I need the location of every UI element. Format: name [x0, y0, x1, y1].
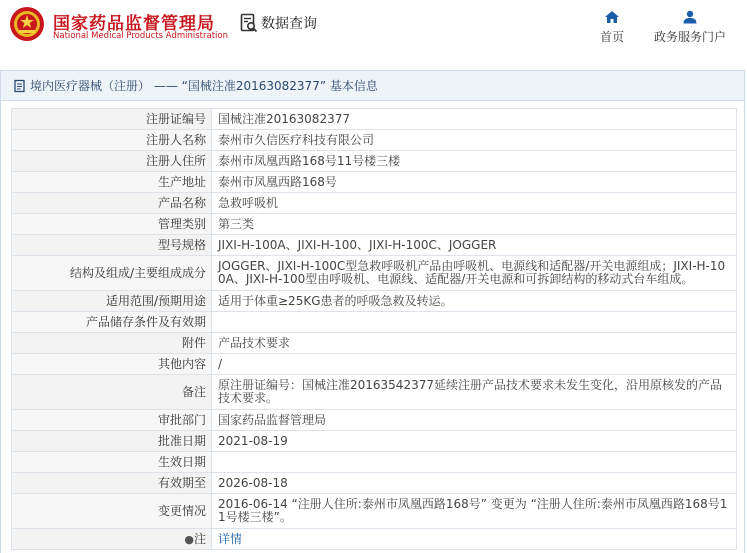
table-row — [12, 109, 737, 130]
breadcrumb-text: 境内医疗器械（注册） —— “国械注准20163082377” 基本信息 — [30, 79, 378, 93]
brand-name-en[interactable]: National Medical Products Administration — [53, 31, 228, 41]
row-key: 有效期至 — [12, 473, 212, 494]
row-value: 第三类 — [212, 214, 737, 235]
row-value: 泰州市久信医疗科技有限公司 — [212, 130, 737, 151]
row-value: 原注册证编号：国械注准20163542377延续注册产品技术要求未发生变化，沿用原核发的产品技术要求。 — [212, 375, 737, 410]
data-query-icon — [240, 13, 258, 33]
section-title-text: 数据查询 — [261, 16, 317, 32]
table-row — [12, 494, 737, 529]
table-row — [12, 452, 737, 473]
table-row — [12, 291, 737, 312]
row-key: 附件 — [12, 333, 212, 354]
row-key: 适用范围/预期用途 — [12, 291, 212, 312]
content-panel — [0, 70, 745, 553]
details-link[interactable]: 详情 — [218, 531, 243, 546]
row-key: 批准日期 — [12, 431, 212, 452]
table-row — [12, 410, 737, 431]
location-pin-icon: ● — [184, 532, 194, 546]
table-row — [12, 256, 737, 291]
row-value: 国械注准20163082377 — [212, 109, 737, 130]
row-key: 生效日期 — [12, 452, 212, 473]
row-key: 产品储存条件及有效期 — [12, 312, 212, 333]
document-icon — [13, 79, 27, 93]
nav-home[interactable] — [600, 10, 624, 45]
brand-name-cn[interactable]: 国家药品监督管理局 — [53, 14, 215, 34]
table-row — [12, 375, 737, 410]
table-row — [12, 333, 737, 354]
row-key: 其他内容 — [12, 354, 212, 375]
row-key: 结构及组成/主要组成成分 — [12, 256, 212, 291]
breadcrumb — [1, 71, 744, 101]
row-key: 生产地址 — [12, 172, 212, 193]
row-value: 国家药品监督管理局 — [212, 410, 737, 431]
table-row — [12, 312, 737, 333]
row-value: 急救呼吸机 — [212, 193, 737, 214]
table-row — [12, 354, 737, 375]
nav-home-label: 首页 — [600, 30, 625, 44]
home-icon — [604, 10, 620, 24]
table-row — [12, 214, 737, 235]
row-value: 产品技术要求 — [212, 333, 737, 354]
table-row — [12, 193, 737, 214]
table-row — [12, 151, 737, 172]
table-row — [12, 235, 737, 256]
row-value — [212, 452, 737, 473]
table-row — [12, 172, 737, 193]
row-value: JIXI-H-100A、JIXI-H-100、JIXI-H-100C、JOGGER — [212, 235, 737, 256]
row-key: 管理类别 — [12, 214, 212, 235]
user-icon — [682, 10, 698, 24]
row-value: 适用于体重≥25KG患者的呼吸急救及转运。 — [212, 291, 737, 312]
note-label: 注 — [193, 531, 206, 546]
row-key: 型号规格 — [12, 235, 212, 256]
table-row — [12, 529, 737, 550]
table-row — [12, 473, 737, 494]
row-key: 审批部门 — [12, 410, 212, 431]
row-value: / — [212, 354, 737, 375]
table-row — [12, 130, 737, 151]
row-key — [12, 529, 212, 550]
row-key: 备注 — [12, 375, 212, 410]
row-value: JOGGER、JIXI-H-100C型急救呼吸机产品由呼吸机、电源线和适配器/开关电源组成；JIXI-H-100A、JIXI-H-100型由呼吸机、电源线、适配器/开关电源和可拆卸结构的移动式台车组成。 — [212, 256, 737, 291]
row-key: 产品名称 — [12, 193, 212, 214]
row-key: 注册证编号 — [12, 109, 212, 130]
table-row — [12, 431, 737, 452]
row-key: 注册人住所 — [12, 151, 212, 172]
row-value: 泰州市凤凰西路168号 — [212, 172, 737, 193]
nav-gov-services[interactable] — [654, 10, 726, 45]
row-value — [212, 312, 737, 333]
row-value: 2021-08-19 — [212, 431, 737, 452]
row-value: 2026-08-18 — [212, 473, 737, 494]
row-key: 变更情况 — [12, 494, 212, 529]
registration-detail-table — [11, 108, 737, 550]
row-value: 2016-06-14 “注册人住所:泰州市凤凰西路168号” 变更为 “注册人住所:泰州市凤凰西路168号11号楼三楼”。 — [212, 494, 737, 529]
section-title — [240, 13, 317, 33]
row-value — [212, 529, 737, 550]
national-emblem-icon — [9, 6, 45, 42]
row-value: 泰州市凤凰西路168号11号楼三楼 — [212, 151, 737, 172]
site-header — [0, 0, 747, 58]
nav-gov-services-label: 政务服务门户 — [654, 30, 727, 44]
row-key: 注册人名称 — [12, 130, 212, 151]
